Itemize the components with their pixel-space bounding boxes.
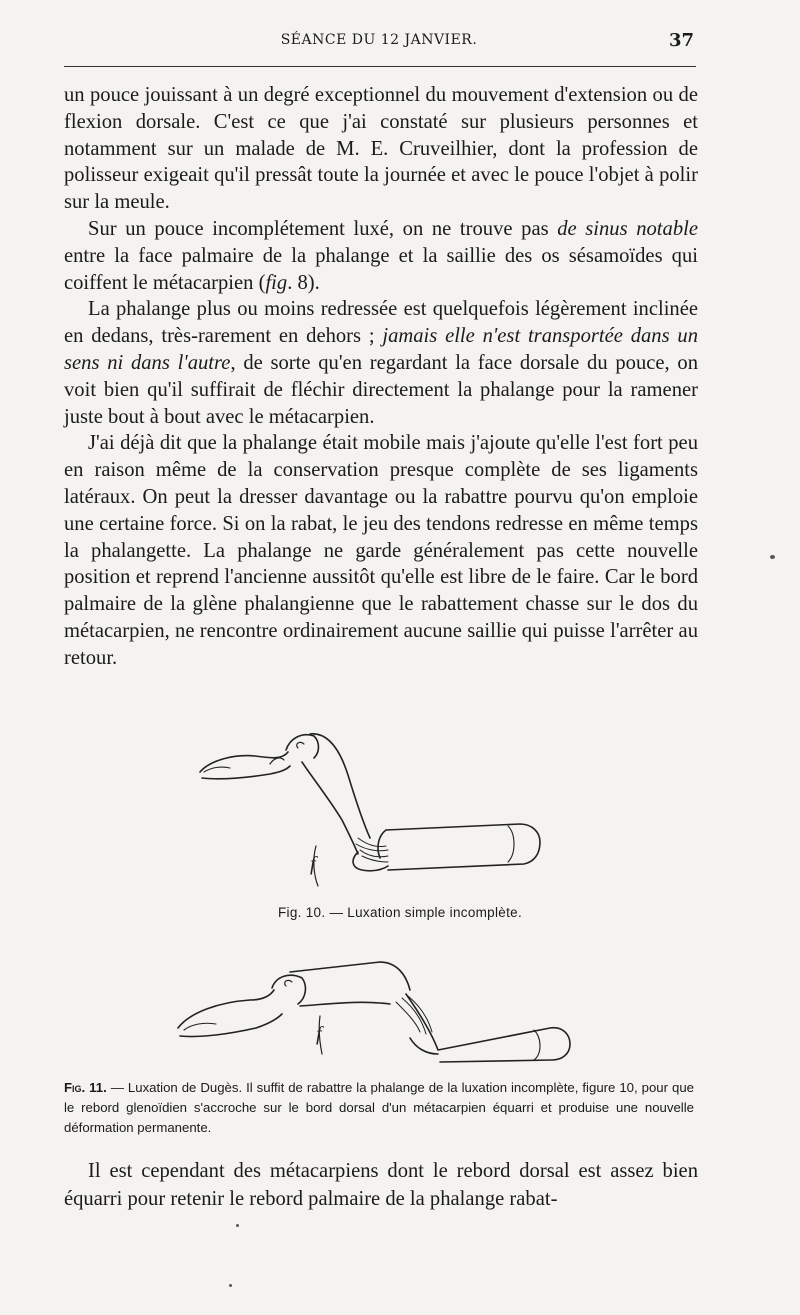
body-text-continued <box>64 1157 698 1213</box>
p3-text-c: , de sorte qu'en regardant la face dorsale du pouce, on voit bien qu'il suffirait de fléchir directement la phalange pour la ramener juste bout à bout avec le métacarpien. <box>64 351 699 428</box>
figure-10-caption <box>0 905 800 920</box>
ink-speck <box>770 555 775 559</box>
fig10-caption-label: Fig. 10. <box>277 905 326 920</box>
fig11-caption-label: Fig. 11. <box>64 1080 107 1095</box>
paragraph-5: Il est cependant des métacarpiens dont le rebord dorsal est assez bien équarri pour retenir le rebord palmaire de la phalange rabat- <box>64 1160 698 1210</box>
ink-speck <box>229 1284 232 1287</box>
figure-11-illustration <box>170 950 600 1070</box>
running-header <box>64 30 694 54</box>
page-number: 37 <box>668 30 694 51</box>
p3-text-a: La phalange plus ou moins redressée est quelquefois légèrement inclinée en dedans, très-rarement en dehors ; <box>64 298 698 348</box>
paragraph-2 <box>64 216 698 296</box>
p2-italic-sinus: de sinus notable <box>557 217 698 240</box>
p3-italic: jamais elle n'est transportée dans un sens ni dans l'autre <box>64 325 698 374</box>
p2-text-e: . 8). <box>287 271 320 294</box>
paragraph-4: J'ai déjà dit que la phalange était mobile mais j'ajoute qu'elle l'est fort peu en raison même de la conservation presque complète de ses ligaments latéraux. On peut la dresser davantage ou la rabattre pourvu qu'on emploie une certaine force. Si on la rabat, le jeu des tendons redresse en même temps la phalangette. La phalange ne garde généralement pas cette nouvelle position et reprend l'ancienne aussitôt qu'elle est libre de le faire. Car le bord palmaire de la glène phalangienne que le rabattement chasse sur le dos du métacarpien, ne rencontre ordinairement aucune saillie qui puisse l'arrêter au retour. <box>64 432 698 669</box>
fig11-caption-text: — Luxation de Dugès. Il suffit de rabattre la phalange de la luxation incomplète, figure 10, pour que le rebord glenoïdien s'accroche sur le bord dorsal d'un métacarpien équarri et produise une nouvelle déformation permanente. <box>64 1080 694 1135</box>
header-rule <box>64 66 696 67</box>
p2-italic-fig: fig <box>265 271 288 294</box>
fig10-label-f: f <box>310 853 316 875</box>
paragraph-1: un pouce jouissant à un degré exceptionnel du mouvement d'extension ou de flexion dorsale. C'est ce que j'ai constaté sur plusieurs personnes et notamment sur un malade de M. E. Cruveilhier, dont la profession de polisseur exigeait qu'il pressât toute la journée et avec le pouce l'objet à polir sur la meule. <box>64 84 698 214</box>
paragraph-3 <box>64 296 698 430</box>
p2-text-c: entre la face palmaire de la phalange et la saillie des os sésamoïdes qui coiffent le métacarpien ( <box>64 244 698 294</box>
fig10-caption-text: — Luxation simple incomplète. <box>325 905 522 920</box>
ink-speck <box>236 1224 239 1227</box>
p2-text-a: Sur un pouce incomplétement luxé, on ne trouve pas <box>88 217 558 240</box>
running-title: SÉANCE DU 12 JANVIER. <box>280 32 478 48</box>
figure-10-illustration <box>190 720 570 900</box>
fig11-label-f: f <box>316 1023 322 1045</box>
figure-11-caption <box>64 1078 694 1138</box>
body-text <box>64 82 698 672</box>
